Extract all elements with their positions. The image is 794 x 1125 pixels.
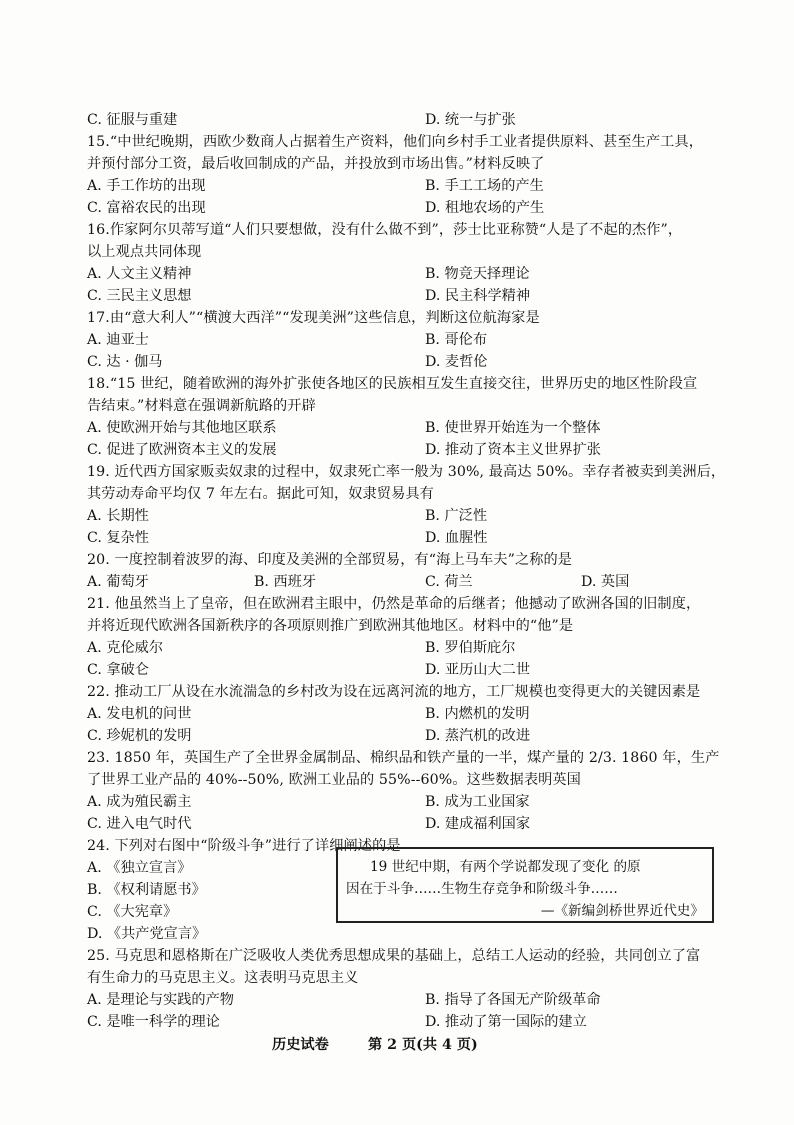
q17-option-d: D. 麦哲伦 (425, 354, 488, 370)
q18-option-b: B. 使世界开始连为一个整体 (425, 420, 601, 436)
q20-option-a: A. 葡萄牙 (87, 574, 149, 590)
q19-stem-line2: 其劳动寿命平均仅 7 年左右。据此可知，奴隶贸易具有 (87, 486, 434, 502)
q16-option-b: B. 物竞天择理论 (425, 266, 530, 282)
q21-option-b: B. 罗伯斯庇尔 (425, 640, 516, 656)
q24-quote-box (336, 847, 714, 923)
q24-option-b: B. 《权利请愿书》 (87, 882, 206, 898)
q18-option-d: D. 推动了资本主义世界扩张 (425, 442, 601, 458)
q17-option-b: B. 哥伦布 (425, 332, 488, 348)
q18-stem-line1: 18.“15 世纪，随着欧洲的海外扩张使各地区的民族相互发生直接交往，世界历史的地区性阶段宣 (87, 376, 698, 392)
q23-option-c: C. 进入电气时代 (87, 816, 192, 832)
q23-stem-line2: 了世界工业产品的 40%--50%, 欧洲工业品的 55%--60%。这些数据表明英国 (87, 772, 581, 788)
q21-stem-line2: 并将近现代欧洲各国新秩序的各项原则推广到欧洲其他地区。材料中的“他”是 (87, 618, 574, 634)
q24-quote-line2: 因在于斗争……生物生存竞争和阶级斗争…… (346, 881, 618, 897)
q14-option-c: C. 征服与重建 (87, 112, 178, 128)
q18-option-c: C. 促进了欧洲资本主义的发展 (87, 442, 277, 458)
q25-stem-line1: 25. 马克思和恩格斯在广泛吸收人类优秀思想成果的基础上，总结工人运动的经验，共同创立了富 (87, 948, 701, 964)
q22-stem: 22. 推动工厂从设在水流湍急的乡村改为设在远离河流的地方，工厂规模也变得更大的关键因素是 (87, 684, 701, 700)
q24-quote-source: —《新编剑桥世界近代史》 (540, 903, 704, 919)
q14-option-d: D. 统一与扩张 (425, 112, 516, 128)
q21-option-c: C. 拿破仑 (87, 662, 149, 678)
footer-page-number: 第 2 页(共 4 页) (368, 1037, 478, 1053)
q24-option-d: D. 《共产党宣言》 (87, 926, 207, 942)
footer-subject: 历史试卷 (272, 1037, 329, 1053)
q17-stem: 17.由“意大利人”“横渡大西洋”“发现美洲”这些信息，判断这位航海家是 (87, 310, 540, 326)
q21-option-a: A. 克伦威尔 (87, 640, 164, 656)
q21-option-d: D. 亚历山大二世 (425, 662, 531, 678)
q18-option-a: A. 使欧洲开始与其他地区联系 (87, 420, 277, 436)
q20-option-b: B. 西班牙 (254, 574, 317, 590)
q24-option-a: A. 《独立宣言》 (87, 860, 192, 876)
q25-option-d: D. 推动了第一国际的建立 (425, 1014, 587, 1030)
q21-stem-line1: 21. 他虽然当上了皇帝，但在欧洲君主眼中，仍然是革命的后继者；他撼动了欧洲各国的旧制度， (87, 596, 701, 612)
q23-stem-line1: 23. 1850 年，英国生产了全世界金属制品、棉织品和铁产量的一半，煤产量的 2/3. 1860 年，生产 (87, 750, 720, 766)
q16-stem-line2: 以上观点共同体现 (87, 244, 202, 260)
q15-stem-line2: 并预付部分工资，最后收回制成的产品，并投放到市场出售。”材料反映了 (87, 156, 545, 172)
q16-option-d: D. 民主科学精神 (425, 288, 531, 304)
q24-option-c: C. 《大宪章》 (87, 904, 178, 920)
q18-stem-line2: 告结束。”材料意在强调新航路的开辟 (87, 398, 316, 414)
q19-option-c: C. 复杂性 (87, 530, 149, 546)
q16-stem-line1: 16.作家阿尔贝蒂写道“人们只要想做，没有什么做不到”，莎士比亚称赞“人是了不起的杰作”， (87, 222, 683, 238)
q23-option-a: A. 成为殖民霸主 (87, 794, 192, 810)
q15-option-a: A. 手工作坊的出现 (87, 178, 206, 194)
q19-option-d: D. 血腥性 (425, 530, 488, 546)
q15-option-b: B. 手工工场的产生 (425, 178, 544, 194)
q25-stem-line2: 有生命力的马克思主义。这表明马克思主义 (87, 970, 359, 986)
q23-option-d: D. 建成福利国家 (425, 816, 531, 832)
q17-option-c: C. 达 · 伽马 (87, 354, 163, 370)
q22-option-a: A. 发电机的问世 (87, 706, 192, 722)
q24-stem: 24. 下列对右图中“阶级斗争”进行了详细阐述的是 (87, 838, 401, 854)
q20-option-d: D. 英国 (581, 574, 630, 590)
q19-option-b: B. 广泛性 (425, 508, 488, 524)
q17-option-a: A. 迪亚士 (87, 332, 149, 348)
q19-stem-line1: 19. 近代西方国家贩卖奴隶的过程中，奴隶死亡率一般为 30%, 最高达 50%。幸存者被卖到美洲后， (87, 464, 726, 480)
q24-quote-line1: 19 世纪中期，有两个学说都发现了变化 的原 (370, 859, 641, 875)
q20-option-c: C. 荷兰 (425, 574, 473, 590)
q25-option-c: C. 是唯一科学的理论 (87, 1014, 220, 1030)
q19-option-a: A. 长期性 (87, 508, 149, 524)
q22-option-c: C. 珍妮机的发明 (87, 728, 192, 744)
q22-option-d: D. 蒸汽机的改进 (425, 728, 531, 744)
q25-option-b: B. 指导了各国无产阶级革命 (425, 992, 601, 1008)
q16-option-a: A. 人文主义精神 (87, 266, 192, 282)
q15-stem-line1: 15.“中世纪晚期，西欧少数商人占据着生产资料，他们向乡村手工业者提供原料、甚至生产工具， (87, 134, 704, 150)
q25-option-a: A. 是理论与实践的产物 (87, 992, 234, 1008)
q16-option-c: C. 三民主义思想 (87, 288, 192, 304)
q15-option-d: D. 租地农场的产生 (425, 200, 545, 216)
q22-option-b: B. 内燃机的发明 (425, 706, 530, 722)
q20-stem: 20. 一度控制着波罗的海、印度及美洲的全部贸易，有“海上马车夫”之称的是 (87, 552, 573, 568)
q15-option-c: C. 富裕农民的出现 (87, 200, 206, 216)
q23-option-b: B. 成为工业国家 (425, 794, 530, 810)
